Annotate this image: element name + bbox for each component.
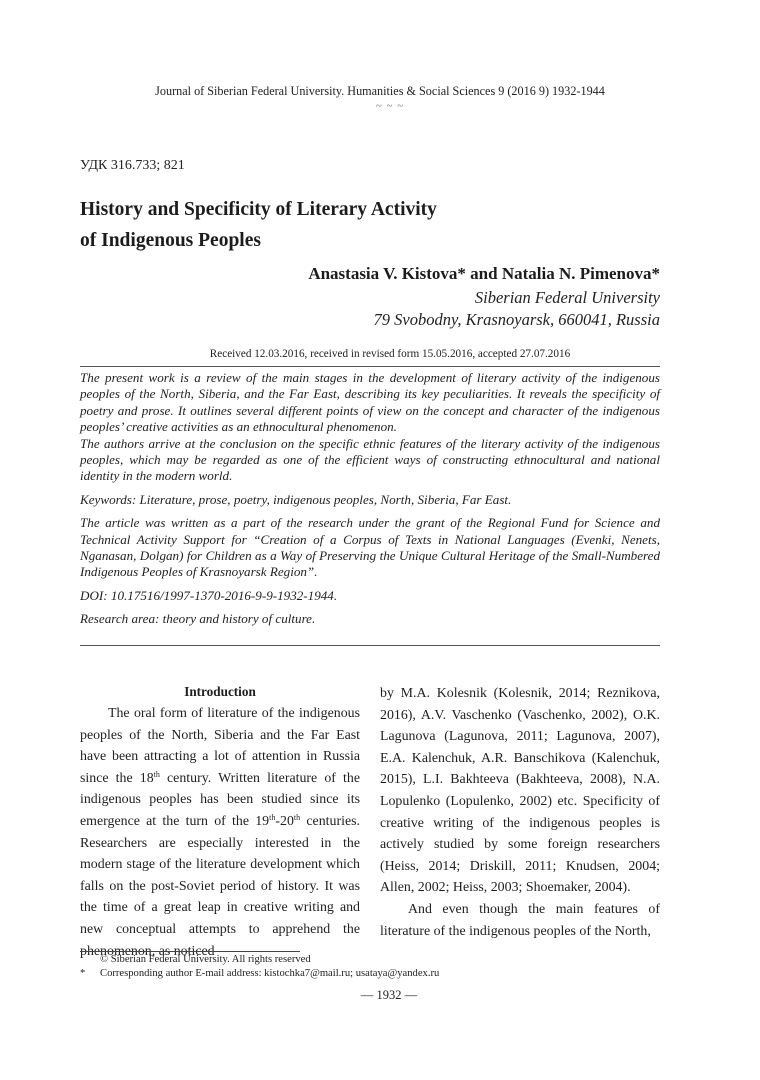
text-span: century. Written literature of the indigenous peoples has been studied since its emergence at the turn of the 19: [80, 770, 360, 829]
body-column-right: [380, 683, 660, 942]
footnote-mark-blank: [80, 953, 100, 967]
intro-paragraph-1-continued: by M.A. Kolesnik (Kolesnik, 2014; Reznikova, 2016), A.V. Vaschenko (Vaschenko, 2002), O.K. Lagunova (Lagunova, 2011; Lagunova, 2007), E.A. Kalenchuk, A.R. Banschikova (Kalenchuk, 2015), L.I. Bakhteeva (Bakhteeva, 2008), N.A. Lopulenko (Lopulenko, 2002) etc. Specificity of creative writing of the indigenous peoples is actively studied by some foreign researchers (Heiss, 2014; Driskill, 2011; Knudsen, 2004; Allen, 2002; Heiss, 2003; Shoemaker, 2004).: [380, 686, 660, 896]
superscript: th: [293, 812, 301, 822]
abstract-block: [80, 370, 660, 628]
grant-note: The article was written as a part of the research under the grant of the Regional Fund for Science and Technical Activity Support for “Creation of a Corpus of Texts in National Languages (Evenki, Nenets, Nganasan, Dolgan) for Children as a Way of Preserving the Unique Cultural Heritage of the Small-Numbered Indigenous Peoples of Krasnoyarsk Region”.: [80, 515, 660, 580]
footnote-rule: [80, 951, 300, 952]
author-names: Anastasia V. Kistova* and Natalia N. Pimenova*: [308, 264, 660, 283]
abstract-bottom-rule: [80, 645, 660, 646]
text-span: centuries. Researchers are especially interested in the modern stage of the literature development which falls on the post-Soviet period of history. It was the time of a great leap in creative writing and new conceptual attempts to apprehend the phenomenon, as noticed: [80, 813, 360, 959]
footnote-copyright: [80, 953, 439, 967]
research-area: Research area: theory and history of culture.: [80, 611, 316, 627]
address: 79 Svobodny, Krasnoyarsk, 660041, Russia: [373, 310, 660, 329]
udk-code: УДК 316.733; 821: [80, 158, 185, 173]
abstract-paragraph-2: The authors arrive at the conclusion on the specific ethnic features of the literary activity of the indigenous peoples, which may be regarded as one of the efficient ways of constructing ethnocultural and national identity in the modern world.: [80, 435, 660, 484]
superscript: th: [269, 812, 276, 822]
footnotes: [80, 953, 439, 981]
asterisk-mark: *: [80, 968, 86, 979]
abstract-paragraph-1: The present work is a review of the main stages in the development of literary activity of the indigenous peoples of the North, Siberia, and the Far East, describing its key peculiarities. It reveals the specificity of poetry and prose. It outlines several different points of view on the concept and character of the indigenous peoples’ creative activities as an ethnocultural phenomenon.: [80, 370, 660, 435]
keywords: Keywords: Literature, prose, poetry, indigenous peoples, North, Siberia, Far East.: [80, 491, 512, 507]
body-column-left: [80, 683, 360, 962]
abstract-top-rule: [80, 366, 660, 367]
intro-paragraph-2: And even though the main features of literature of the indigenous peoples of the North,: [380, 901, 660, 939]
copyright-text: © Siberian Federal University. All rights reserved: [100, 954, 311, 965]
doi: DOI: 10.17516/1997-1370-2016-9-9-1932-1944.: [80, 587, 338, 603]
page-number: — 1932 —: [360, 988, 418, 1002]
footnote-corresponding: [80, 967, 439, 981]
section-heading-introduction: Introduction: [184, 684, 256, 699]
corresponding-author-text: Corresponding author E-mail address: kistochka7@mail.ru; usataya@yandex.ru: [100, 968, 440, 979]
text-span: -20: [275, 813, 294, 829]
superscript: th: [153, 769, 160, 779]
header-ornament: ~ ~ ~: [375, 100, 405, 112]
article-title: [80, 194, 580, 256]
journal-header: Journal of Siberian Federal University. Humanities & Social Sciences 9 (2016 9) 1932-1944: [155, 84, 605, 98]
received-dates: Received 12.03.2016, received in revised form 15.05.2016, accepted 27.07.2016: [209, 348, 571, 360]
title-line-2: of Indigenous Peoples: [80, 230, 261, 251]
intro-paragraph-1: [80, 703, 360, 962]
affiliation: Siberian Federal University: [474, 288, 660, 307]
title-line-1: History and Specificity of Literary Activity: [80, 199, 437, 220]
text-span: The oral form of literature of the indigenous peoples of the North, Siberia and the Far East have been attracting a lot of attention in Russia since the 18: [80, 706, 360, 786]
author-affiliation-block: [374, 287, 660, 331]
